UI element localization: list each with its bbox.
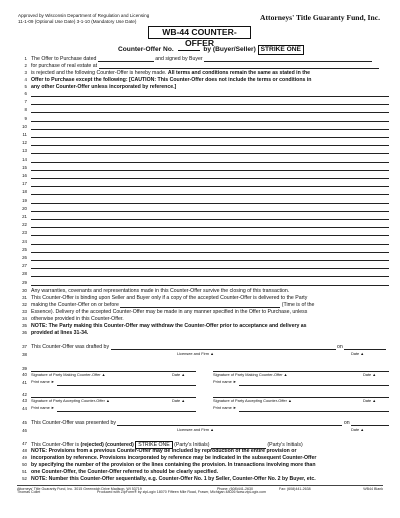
blank-line [17, 222, 389, 229]
blank-line-field[interactable] [31, 153, 389, 154]
line-number: 9 [24, 115, 27, 121]
footer-line-2 [17, 490, 383, 494]
strike-one-box: STRIKE ONE [258, 45, 304, 55]
delivery-deadline-label: making the Counter-Offer on or before [31, 302, 119, 308]
provisions-note-4: one Counter-Offer, the Counter-Offer referred to should be clearly specified. [31, 469, 219, 475]
line-32: 32 making the Counter-Offer on or before (Time is of the [22, 302, 315, 308]
line-number: 12 [22, 140, 27, 146]
print-name-making-1: Print name ► [31, 379, 55, 384]
line-number: 28 [22, 271, 27, 277]
blank-line [17, 91, 389, 98]
footer-company-address: Attorneys' Title Guaranty Fund, Inc. 3015 Greenwich Drive Madison, WI 53719 [17, 487, 142, 491]
blank-line [17, 247, 389, 254]
strike-one-box-2: STRIKE ONE [135, 441, 172, 449]
rejected-countered-label: This Counter-Offer is [31, 442, 80, 448]
line-41: 41 Print name ► Print name ► [17, 380, 389, 386]
approval-line-2: 11-1-09 (Optional Use Date) 3-1-10 (Mandatory Use Date) [18, 18, 137, 24]
line-31: 31 This Counter-Offer is binding upon Seller and Buyer only if a copy of the accepted Counter-Offer is delivered to the Party [17, 295, 389, 302]
presented-date-field[interactable] [351, 420, 389, 426]
blank-line-field[interactable] [31, 260, 389, 261]
counter-offer-no-label: Counter-Offer No. [118, 46, 174, 53]
approval-line-1: Approved by Wisconsin Department of Regulation and Licensing [18, 13, 150, 18]
presented-date-caption: Date ▲ [351, 427, 365, 432]
blank-line-field[interactable] [31, 96, 389, 97]
blank-line [17, 255, 389, 262]
provisions-note: NOTE: Provisions from a previous Counter-Offer may be included by reproduction of the entire provision or [31, 448, 297, 454]
blank-line-field[interactable] [31, 145, 389, 146]
blank-line [17, 124, 389, 131]
blank-line-field[interactable] [31, 244, 389, 245]
line-38: 38 Licensee and Firm ▲ Date ▲ [22, 351, 365, 357]
rejection-statement: is rejected and the following Counter-Offer is hereby made. [31, 70, 167, 76]
blank-line-field[interactable] [31, 276, 389, 277]
approval-notice [18, 13, 149, 24]
line-45: 45 This Counter-Offer was presented by on [17, 420, 389, 427]
line-34: 34 otherwise provided in this Counter-Offer. [17, 316, 389, 323]
drafted-by-label: This Counter-Offer was drafted by [31, 344, 110, 350]
line-30: 30 Any warranties, covenants and representations made in this Counter-Offer survive the closing of this transaction. [17, 288, 389, 295]
signature-making-2-date-caption: Date ▲ [363, 372, 377, 377]
print-name-accepting-1: Print name ► [31, 405, 55, 410]
blank-line-field[interactable] [31, 178, 389, 179]
signature-making-1-date-caption: Date ▲ [172, 372, 186, 377]
party-initials-1-label: (Party's Initials) [174, 442, 210, 448]
drafted-by-field[interactable] [111, 344, 336, 350]
line-number: 26 [22, 255, 27, 260]
blank-line [17, 116, 389, 123]
signature-accepting-1-caption: Signature of Party Accepting Counter-Offer [31, 398, 105, 403]
line-number: 13 [22, 148, 27, 154]
line-number: 27 [22, 263, 27, 269]
line-number: 24 [22, 238, 27, 244]
blank-line-field[interactable] [31, 162, 389, 163]
blank-line [17, 198, 389, 205]
line-number: 14 [22, 156, 27, 162]
real-estate-label: for purchase of real estate at [31, 63, 98, 69]
presented-by-field[interactable] [117, 420, 342, 426]
blank-line-field[interactable] [31, 227, 389, 228]
caution-statement: Offer to Purchase except the following: [CAUTION: This Counter-Offer does not include the terms or conditions in [31, 77, 312, 83]
line-2: 2 for purchase of real estate at [17, 63, 389, 70]
offer-dated-label: The Offer to Purchase dated [31, 56, 97, 62]
presented-by-label: This Counter-Offer was presented by [31, 420, 116, 426]
presented-on-label: on [343, 420, 350, 426]
withdraw-note: NOTE: The Party making this Counter-Offer may withdraw the Counter-Offer prior to acceptance and delivery as [31, 323, 307, 329]
line-37: 37 This Counter-Offer was drafted by on [17, 344, 389, 351]
blank-line [17, 132, 389, 139]
line-42-43: 42 43 Signature of Party Accepting Counter-Offer ▲ Date ▲ Signature of Party Accepting Counter-Offer ▲ Date ▲ [17, 392, 389, 405]
print-name-making-2: Print name ► [213, 379, 237, 384]
delivery-deadline-field[interactable] [120, 302, 280, 308]
real-estate-field[interactable] [99, 63, 379, 69]
line-number: 23 [22, 230, 27, 236]
withdraw-note-cont: provided at lines 31-34. [31, 330, 89, 336]
line-number: 21 [22, 214, 27, 219]
party-initials-2-label: (Party's Initials) [267, 442, 303, 448]
blank-line [17, 263, 389, 270]
print-name-accepting-1-field[interactable] [57, 411, 196, 412]
warranties-statement: Any warranties, covenants and representations made in this Counter-Offer survive the closing of this transaction. [31, 288, 290, 294]
blank-line [17, 140, 389, 147]
blank-line-field[interactable] [31, 170, 389, 171]
blank-line [17, 271, 389, 278]
blank-line [17, 280, 389, 287]
print-name-making-2-field[interactable] [239, 385, 389, 386]
blank-line-field[interactable] [31, 129, 389, 130]
blank-line-field[interactable] [31, 137, 389, 138]
provisions-note-2: incorporation by reference. Provisions incorporated by reference may be indicated in the subsequent Counter-Offer [31, 455, 317, 461]
signature-accepting-2-date-caption: Date ▲ [363, 398, 377, 403]
line-1: 1 The Offer to Purchase dated and signed by Buyer [17, 56, 389, 63]
line-46: 46 Licensee and Firm ▲ Date ▲ [22, 427, 365, 433]
line-number: 6 [24, 91, 27, 96]
footer-phone: Phone: (608)441-2630 [217, 487, 253, 491]
blank-line [17, 107, 389, 114]
line-number: 20 [22, 205, 27, 211]
line-number: 19 [22, 197, 27, 203]
line-35: 35 NOTE: The Party making this Counter-Offer may withdraw the Counter-Offer prior to acceptance and delivery as [17, 323, 389, 330]
line-3: 3 is rejected and the following Counter-Offer is hereby made. All terms and conditions remain the same as stated in the [24, 70, 311, 76]
presented-licensee-firm-caption: Licensee and Firm ▲ [177, 427, 214, 432]
line-number: 11 [22, 132, 27, 137]
buyer-name-field[interactable] [204, 56, 372, 62]
terms-remain-statement: All terms and conditions remain the same as stated in the [167, 70, 311, 76]
print-name-accepting-2-field[interactable] [239, 411, 389, 412]
caution-statement-cont: any other Counter-Offer unless incorporated by reference.] [31, 84, 177, 90]
time-essence-label: (Time is of the [281, 302, 315, 308]
counter-offer-no-field[interactable] [178, 50, 200, 51]
blank-line-field[interactable] [31, 121, 389, 122]
blank-line [17, 214, 389, 221]
offer-date-field[interactable] [98, 56, 154, 62]
counter-offer-subtitle [118, 45, 304, 55]
blank-line [17, 157, 389, 164]
licensee-firm-caption: Licensee and Firm ▲ [177, 351, 214, 356]
blank-line [17, 230, 389, 237]
blank-line-field[interactable] [31, 235, 389, 236]
drafted-on-label: on [336, 344, 343, 350]
line-number: 8 [24, 107, 27, 113]
line-51: 51 one Counter-Offer, the Counter-Offer referred to should be clearly specified. [17, 469, 389, 476]
line-number: 10 [22, 123, 27, 129]
line-number: 29 [22, 279, 27, 285]
blank-line-field[interactable] [31, 186, 389, 187]
footer-fax: Fax: (608)441-2638 [279, 487, 311, 491]
binding-statement: This Counter-Offer is binding upon Seller and Buyer only if a copy of the accepted Counter-Offer is delivered to the Party [31, 295, 308, 301]
line-number: 16 [22, 173, 27, 178]
line-number: 22 [22, 222, 27, 228]
blank-line [17, 189, 389, 196]
signed-by-buyer-label: and signed by Buyer [155, 56, 203, 62]
rejected-countered-options: (rejected) (countered) [80, 442, 134, 448]
footer-user: Thomas Collet [17, 490, 41, 494]
line-33: 33 Essence). Delivery of the accepted Counter-Offer may be made in any manner specified in the Offer to Purchase, unless [17, 309, 389, 316]
blank-line [17, 99, 389, 106]
signature-making-1-caption: Signature of Party Making Counter-Offer [31, 372, 101, 377]
line-4: 4 Offer to Purchase except the following: [CAUTION: This Counter-Offer does not include the terms or conditions in [17, 77, 389, 84]
line-49: 49 incorporation by reference. Provisions incorporated by reference may be indicated in the subsequent Counter-Offer [17, 455, 389, 462]
signature-making-2-caption: Signature of Party Making Counter-Offer [213, 372, 283, 377]
blank-line [17, 206, 389, 213]
line-47: 47 This Counter-Offer is (rejected) (countered) STRIKE ONE (Party's Initials) (Party's Initials) [22, 441, 303, 448]
blank-line [17, 165, 389, 172]
line-number: 15 [22, 164, 27, 170]
drafted-date-field[interactable] [344, 344, 386, 350]
footer-form-code: WB44 Blank [363, 487, 383, 491]
blank-line-field[interactable] [31, 194, 389, 195]
delivery-statement: Essence). Delivery of the accepted Counter-Offer may be made in any manner specified in the Offer to Purchase, unless [31, 309, 308, 315]
line-48: 48 NOTE: Provisions from a previous Counter-Offer may be included by reproduction of the entire provision or [17, 448, 389, 455]
blank-line [17, 148, 389, 155]
blank-line-field[interactable] [31, 285, 389, 286]
blank-line-field[interactable] [31, 203, 389, 204]
blank-line-field[interactable] [31, 268, 389, 269]
line-5: 5 any other Counter-Offer unless incorporated by reference.] [17, 84, 389, 91]
numbering-note: NOTE: Number this Counter-Offer sequentially, e.g. Counter-Offer No. 1 by Seller, Counter-Offer No. 2 by Buyer, etc. [31, 476, 316, 482]
blank-line-field[interactable] [31, 252, 389, 253]
company-name: Attorneys' Title Guaranty Fund, Inc. [260, 13, 380, 22]
blank-line-field[interactable] [31, 112, 389, 113]
by-party-label: by (Buyer/Seller) [203, 46, 256, 53]
line-number: 17 [22, 181, 27, 187]
provisions-note-3: by specifying the number of the provision or the lines containing the provision. In transactions involving more than [31, 462, 316, 468]
line-number: 7 [24, 99, 27, 105]
line-44: 44 Print name ► Print name ► [17, 406, 389, 412]
print-name-making-1-field[interactable] [57, 385, 196, 386]
signature-accepting-1-date-caption: Date ▲ [172, 398, 186, 403]
blank-line-field[interactable] [31, 219, 389, 220]
form-title: WB-44 COUNTER-OFFER [148, 26, 251, 39]
footer-produced-by: Produced with ZipForm® by zipLogix 18070 Fifteen Mile Road, Fraser, Michigan 48026 www.zipLogix.com [97, 490, 267, 494]
line-52: 52 NOTE: Number this Counter-Offer sequentially, e.g. Counter-Offer No. 1 by Seller, Counter-Offer No. 2 by Buyer, etc. [17, 476, 389, 483]
signature-accepting-2-caption: Signature of Party Accepting Counter-Offer [213, 398, 287, 403]
line-50: 50 by specifying the number of the provision or the lines containing the provision. In transactions involving more than [17, 462, 389, 469]
blank-line-field[interactable] [31, 211, 389, 212]
blank-line [17, 173, 389, 180]
line-number: 18 [22, 189, 27, 195]
line-number: 25 [22, 246, 27, 252]
line-36: 36 provided at lines 31-34. [17, 330, 389, 337]
blank-line [17, 181, 389, 188]
blank-line-field[interactable] [31, 104, 389, 105]
print-name-accepting-2: Print name ► [213, 405, 237, 410]
blank-line [17, 239, 389, 246]
drafted-date-caption: Date ▲ [351, 351, 365, 356]
delivery-statement-cont: otherwise provided in this Counter-Offer. [31, 316, 124, 322]
line-39-40: 39 40 Signature of Party Making Counter-Offer ▲ Date ▲ Signature of Party Making Counter-Offer ▲ Date ▲ [17, 366, 389, 379]
